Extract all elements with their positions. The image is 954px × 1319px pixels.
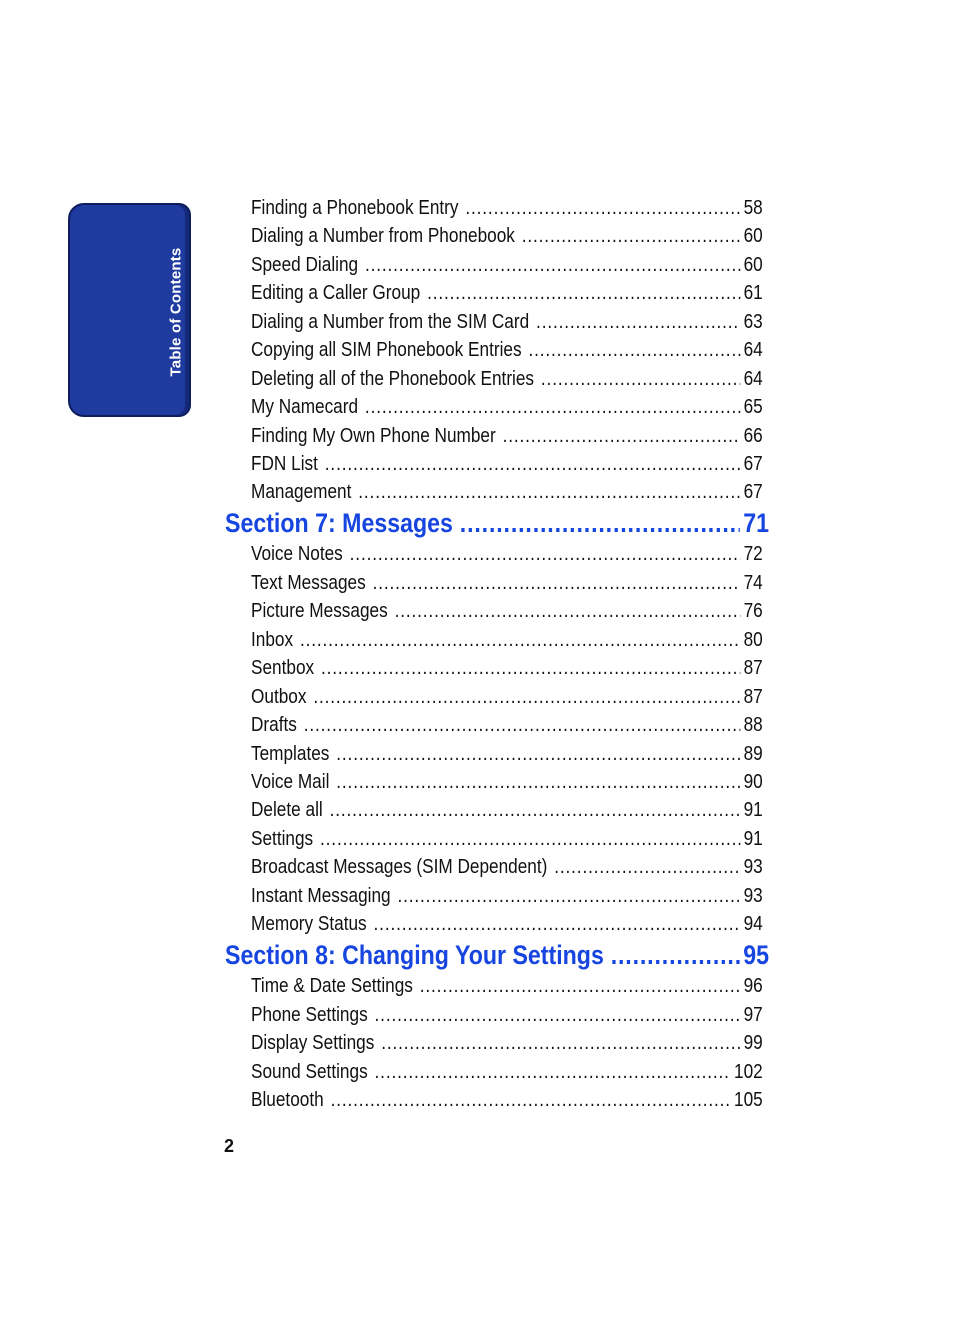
toc-leader: [460, 508, 740, 539]
toc-entry-title: Voice Mail: [251, 771, 330, 793]
toc-entry-page: 60: [743, 254, 763, 276]
toc-entry-page: 58: [743, 197, 763, 219]
toc-leader: [373, 572, 741, 595]
toc-entry-page: 96: [743, 975, 763, 997]
toc-entry-title: Memory Status: [251, 913, 367, 935]
toc-entry-title: Time & Date Settings: [251, 975, 413, 997]
toc-entry-title: Dialing a Number from the SIM Card: [251, 311, 530, 333]
toc-entry-page: 74: [743, 572, 763, 594]
toc-leader: [420, 975, 740, 998]
toc-entry[interactable]: [251, 197, 763, 225]
toc-entry-page: 91: [743, 799, 763, 821]
toc-entry-page: 93: [743, 885, 763, 907]
toc-entry-page: 60: [743, 225, 763, 247]
toc-entry[interactable]: [251, 975, 763, 1003]
toc-entry-title: Editing a Caller Group: [251, 282, 421, 304]
side-tab-label: Table of Contents: [167, 247, 185, 377]
toc-entry-page: 88: [743, 714, 763, 736]
toc-leader: [554, 856, 740, 879]
toc-entry-title: Picture Messages: [251, 600, 388, 622]
toc-entry-page: 64: [743, 339, 763, 361]
section-page: 95: [743, 940, 769, 970]
toc-entry-title: Sentbox: [251, 657, 315, 679]
toc-leader: [321, 657, 740, 680]
toc-entry-page: 91: [743, 828, 763, 850]
page-number: 2: [224, 1136, 235, 1156]
toc-entry-title: Deleting all of the Phonebook Entries: [251, 368, 535, 390]
toc-entry-page: 89: [743, 743, 763, 765]
toc-entry-page: 80: [743, 629, 763, 651]
toc-entry[interactable]: [251, 629, 763, 657]
toc-entry[interactable]: [251, 425, 763, 453]
toc-leader: [375, 1004, 741, 1027]
toc-entry[interactable]: [251, 1089, 763, 1117]
toc-entry-title: Speed Dialing: [251, 254, 359, 276]
toc-entry[interactable]: [251, 657, 763, 685]
toc-entry[interactable]: [251, 572, 763, 600]
toc-entry-page: 99: [743, 1032, 763, 1054]
toc-entry-title: Bluetooth: [251, 1089, 324, 1111]
toc-entry-page: 87: [743, 686, 763, 708]
toc-entry-page: 105: [733, 1089, 763, 1111]
toc-leader: [397, 885, 740, 908]
toc-entry[interactable]: [251, 913, 763, 941]
toc-leader: [381, 1032, 740, 1055]
toc-entry-title: Instant Messaging: [251, 885, 391, 907]
toc-entry[interactable]: [251, 1032, 763, 1060]
toc-leader: [375, 1061, 731, 1084]
toc-entry-title: Finding a Phonebook Entry: [251, 197, 459, 219]
section-title: Section 8: Changing Your Settings: [225, 940, 604, 970]
toc-entry[interactable]: [251, 311, 763, 339]
toc-entry-title: Broadcast Messages (SIM Dependent): [251, 856, 548, 878]
toc-entry-title: Text Messages: [251, 572, 366, 594]
toc-entry-title: Outbox: [251, 686, 307, 708]
toc-leader: [365, 254, 740, 277]
toc-entry[interactable]: [251, 396, 763, 424]
toc-entry-title: Phone Settings: [251, 1004, 368, 1026]
toc-entry[interactable]: [251, 828, 763, 856]
toc-entry-title: Management: [251, 481, 352, 503]
toc-entry[interactable]: [251, 1004, 763, 1032]
toc-leader: [503, 425, 741, 448]
toc-entry-title: Drafts: [251, 714, 297, 736]
toc-entry[interactable]: [251, 714, 763, 742]
toc-entry-title: Dialing a Number from Phonebook: [251, 225, 515, 247]
toc-leader: [350, 543, 740, 566]
toc-entry-page: 65: [743, 396, 763, 418]
toc-leader: [336, 743, 740, 766]
toc-leader: [330, 799, 741, 822]
toc-entry-page: 66: [743, 425, 763, 447]
toc-entry-page: 97: [743, 1004, 763, 1026]
toc-entry-title: Copying all SIM Phonebook Entries: [251, 339, 522, 361]
section-title: Section 7: Messages: [225, 508, 453, 538]
toc-entry[interactable]: [251, 453, 763, 481]
toc-leader: [536, 311, 740, 334]
toc-entry-page: 102: [733, 1061, 763, 1083]
toc-entry-page: 94: [743, 913, 763, 935]
toc-entry[interactable]: [251, 254, 763, 282]
toc-leader: [395, 600, 741, 623]
toc-entry[interactable]: [251, 799, 763, 827]
toc-leader: [365, 396, 740, 419]
section-heading[interactable]: [225, 508, 769, 540]
toc-leader: [427, 282, 740, 305]
toc-entry[interactable]: [251, 339, 763, 367]
toc-leader: [358, 481, 740, 504]
toc-entry-page: 64: [743, 368, 763, 390]
toc-entry-title: Finding My Own Phone Number: [251, 425, 496, 447]
toc-entry[interactable]: [251, 481, 763, 509]
toc-entry[interactable]: [251, 282, 763, 310]
toc-entry-page: 67: [743, 453, 763, 475]
section-page: 71: [743, 508, 769, 538]
toc-entry[interactable]: [251, 856, 763, 884]
toc-leader: [611, 940, 740, 971]
toc-entry[interactable]: [251, 368, 763, 396]
toc-entry[interactable]: [251, 543, 763, 571]
toc-entry-page: 87: [743, 657, 763, 679]
toc-entry-page: 93: [743, 856, 763, 878]
toc-leader: [313, 686, 740, 709]
toc-leader: [325, 453, 740, 476]
toc-entry-page: 90: [743, 771, 763, 793]
toc-leader: [336, 771, 740, 794]
toc-leader: [304, 714, 740, 737]
toc-entry-page: 61: [743, 282, 763, 304]
toc-entry[interactable]: [251, 686, 763, 714]
toc-entry-page: 63: [743, 311, 763, 333]
toc-entry-title: Voice Notes: [251, 543, 343, 565]
section-heading[interactable]: [225, 940, 769, 972]
toc-leader: [465, 197, 740, 220]
toc-entry-title: Templates: [251, 743, 330, 765]
toc-entry[interactable]: [251, 1061, 763, 1089]
toc-leader: [331, 1089, 731, 1112]
toc-entry-title: FDN List: [251, 453, 318, 475]
toc-entry-page: 72: [743, 543, 763, 565]
toc-entry-title: My Namecard: [251, 396, 359, 418]
toc-entry-title: Sound Settings: [251, 1061, 368, 1083]
toc-leader: [320, 828, 740, 851]
toc-entry-title: Settings: [251, 828, 314, 850]
toc-entry-title: Display Settings: [251, 1032, 375, 1054]
toc-entry[interactable]: [251, 225, 763, 253]
toc-entry[interactable]: [251, 600, 763, 628]
toc-leader: [541, 368, 740, 391]
toc-entry[interactable]: [251, 743, 763, 771]
toc-entry-page: 76: [743, 600, 763, 622]
toc-leader: [528, 339, 740, 362]
toc-leader: [522, 225, 740, 248]
toc-entry[interactable]: [251, 771, 763, 799]
toc-entry-title: Inbox: [251, 629, 294, 651]
toc-leader: [300, 629, 740, 652]
toc-entry-title: Delete all: [251, 799, 323, 821]
toc-leader: [374, 913, 741, 936]
toc-entry[interactable]: [251, 885, 763, 913]
toc-entry-page: 67: [743, 481, 763, 503]
